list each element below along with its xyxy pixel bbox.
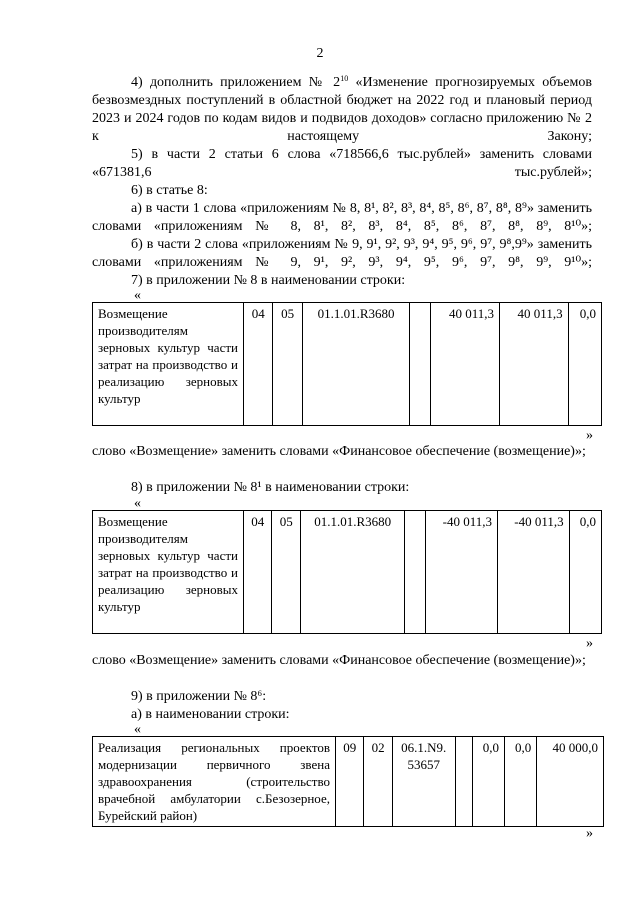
- subsection-code: 02: [364, 737, 392, 827]
- quote-open-3: «: [134, 722, 141, 737]
- page-number: 2: [316, 46, 324, 61]
- quote-close-2: »: [586, 636, 593, 651]
- item-4: 4) дополнить приложением № $2^{10}$ «Изменение прогнозируемых объемов безвозмездных поступлений в областной бюджет на 2022 год и плановый период 2023 и 2024 годов по кодам видов и подвидов доходов» согласно приложению № 2 к настоящему Закону;: [92, 74, 592, 144]
- amount-2: 0,0: [504, 737, 536, 827]
- item-9: 9) в приложении № 8⁶:: [131, 689, 267, 704]
- item-8: 8) в приложении № 8¹ в наименовании строки:: [131, 480, 410, 495]
- empty-cell: [410, 303, 431, 426]
- item-6b: б) в части 2 слова «приложениям № 9, 9¹, 9², 9³, 9⁴, 9⁵, 9⁶, 9⁷, 9⁸,9⁹» заменить словами «приложениям № 9, 9¹, 9², 9³, 9⁴, 9⁵, 9⁶, 9⁷, 9⁸, 9⁹, 9¹⁰»;: [92, 237, 592, 270]
- row-name: Реализация региональных проектов модернизации первичного звена здравоохранения (строительство врачебной амбулатории с.Безозерное, Бурейский район): [93, 737, 336, 827]
- target-code: 01.1.01.R3680: [302, 303, 410, 426]
- quote-open-2: «: [134, 496, 141, 511]
- amount-1: 40 011,3: [431, 303, 500, 426]
- table-row-2: [92, 510, 602, 634]
- amount-2: 40 011,3: [499, 303, 568, 426]
- row-name: Возмещение производителям зерновых культур части затрат на производство и реализацию зерновых культур: [93, 511, 244, 634]
- item-6a: а) в части 1 слова «приложениям № 8, 8¹, 8², 8³, 8⁴, 8⁵, 8⁶, 8⁷, 8⁸, 8⁹» заменить словами «приложениям № 8, 8¹, 8², 8³, 8⁴, 8⁵, 8⁶, 8⁷, 8⁸, 8⁹, 8¹⁰»;: [92, 201, 592, 234]
- quote-open-1: «: [134, 288, 141, 303]
- empty-cell: [455, 737, 472, 827]
- section-code: 04: [244, 303, 273, 426]
- replace-text-1: слово «Возмещение» заменить словами «Финансовое обеспечение (возмещение)»;: [92, 444, 586, 459]
- quote-close-1: »: [586, 428, 593, 443]
- section-code: 04: [244, 511, 272, 634]
- amount-3: 40 000,0: [537, 737, 604, 827]
- amount-1: -40 011,3: [426, 511, 498, 634]
- section-code: 09: [336, 737, 364, 827]
- item-9a: а) в наименовании строки:: [131, 707, 290, 722]
- replace-text-2: слово «Возмещение» заменить словами «Финансовое обеспечение (возмещение)»;: [92, 653, 586, 668]
- target-code: 01.1.01.R3680: [300, 511, 404, 634]
- subsection-code: 05: [272, 511, 300, 634]
- row-name: Возмещение производителям зерновых культур части затрат на производство и реализацию зерновых культур: [93, 303, 244, 426]
- empty-cell: [405, 511, 426, 634]
- item-7: 7) в приложении № 8 в наименовании строки:: [131, 273, 406, 288]
- subsection-code: 05: [273, 303, 302, 426]
- target-code: 06.1.N9. 53657: [392, 737, 455, 827]
- amount-3: 0,0: [568, 303, 601, 426]
- table-row-1: [92, 302, 602, 426]
- quote-close-3: »: [586, 826, 593, 841]
- table-row-3: [92, 736, 604, 827]
- amount-2: -40 011,3: [497, 511, 569, 634]
- amount-1: 0,0: [472, 737, 504, 827]
- item-6: 6) в статье 8:: [131, 183, 208, 198]
- amount-3: 0,0: [569, 511, 601, 634]
- item-5: 5) в части 2 статьи 6 слова «718566,6 тыс.рублей» заменить словами «671381,6 тыс.рублей»;: [92, 147, 592, 180]
